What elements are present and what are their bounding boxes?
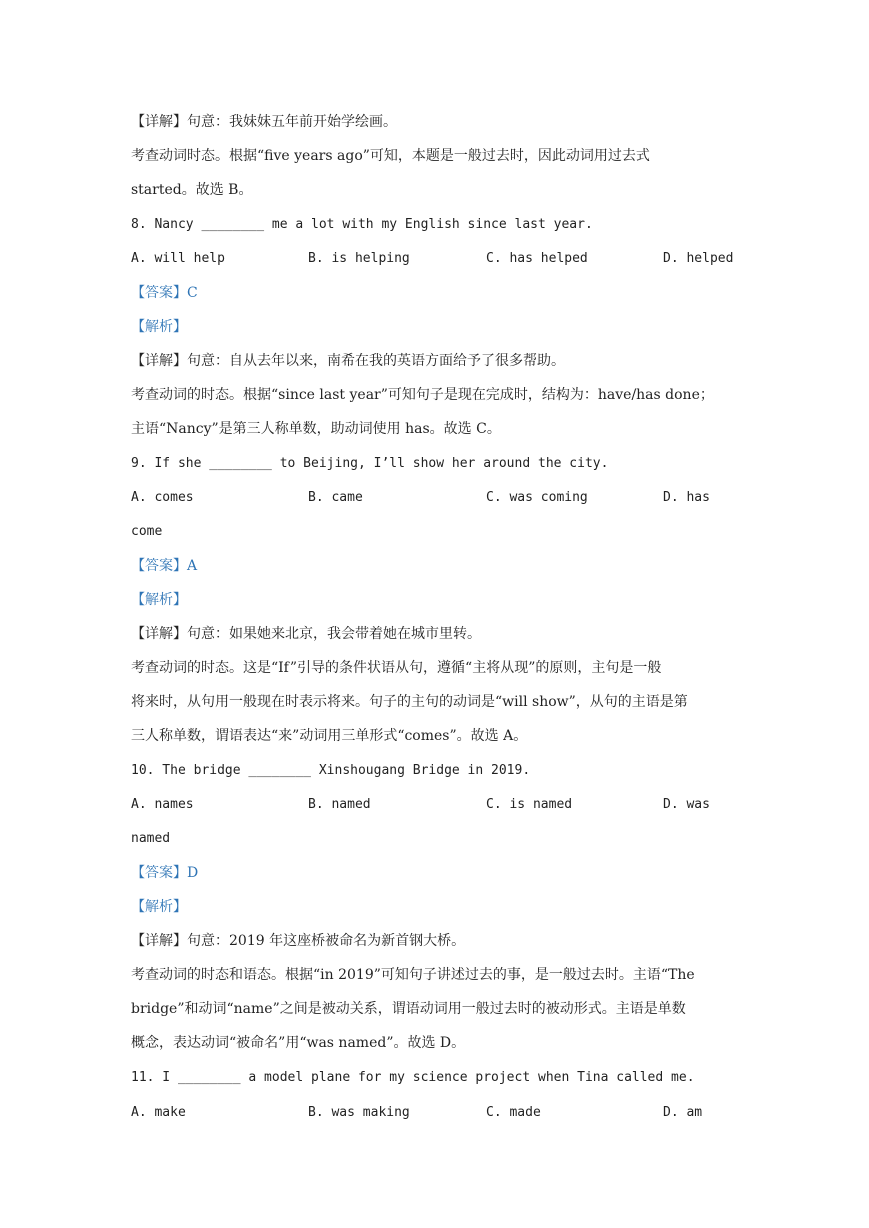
q8-option-c: C. has helped xyxy=(486,251,588,266)
q9-detail: 【详解】句意：如果她来北京，我会带着她在城市里转。 xyxy=(131,626,481,642)
q11-option-a: A. make xyxy=(131,1105,186,1120)
q10-option-a: A. names xyxy=(131,797,194,812)
q9-option-d: D. has xyxy=(663,490,710,505)
q10-analysis-label: 【解析】 xyxy=(131,899,187,915)
q9-answer: 【答案】A xyxy=(131,558,198,574)
q11-stem: 11. I ________ a model plane for my science project when Tina called me. xyxy=(131,1070,695,1085)
q8-answer: 【答案】C xyxy=(131,285,198,301)
q7-explain-line2: started。故选 B。 xyxy=(131,182,253,198)
q8-option-b: B. is helping xyxy=(308,251,410,266)
q9-explain-line3: 三人称单数，谓语表达“来”动词用三单形式“comes”。故选 A。 xyxy=(131,728,528,744)
q9-option-c: C. was coming xyxy=(486,490,588,505)
q9-stem: 9. If she ________ to Beijing, I’ll show her around the city. xyxy=(131,456,609,471)
q9-explain-line1: 考查动词的时态。这是“If”引导的条件状语从句，遵循“主将从现”的原则，主句是一般 xyxy=(131,660,662,676)
q10-detail: 【详解】句意：2019 年这座桥被命名为新首钢大桥。 xyxy=(131,933,466,949)
q7-explain-line1: 考查动词时态。根据“five years ago”可知，本题是一般过去时，因此动词用过去式 xyxy=(131,148,650,164)
q9-explain-line2: 将来时，从句用一般现在时表示将来。句子的主句的动词是“will show”，从句的主语是第 xyxy=(131,694,688,710)
q10-stem: 10. The bridge ________ Xinshougang Bridge in 2019. xyxy=(131,763,531,778)
q10-option-b: B. named xyxy=(308,797,371,812)
q9-analysis-label: 【解析】 xyxy=(131,592,187,608)
q10-option-d-wrap: named xyxy=(131,831,171,846)
q7-detail: 【详解】句意：我妹妹五年前开始学绘画。 xyxy=(131,114,397,130)
q9-option-b: B. came xyxy=(308,490,363,505)
q10-answer: 【答案】D xyxy=(131,865,199,881)
q10-explain-line1: 考查动词的时态和语态。根据“in 2019”可知句子讲述过去的事，是一般过去时。主语“The xyxy=(131,967,695,983)
q9-option-a: A. comes xyxy=(131,490,194,505)
q11-option-c: C. made xyxy=(486,1105,541,1120)
q8-explain-line2: 主语“Nancy”是第三人称单数，助动词使用 has。故选 C。 xyxy=(131,421,501,437)
q11-option-d: D. am xyxy=(663,1105,703,1120)
q8-option-d: D. helped xyxy=(663,251,734,266)
q10-option-c: C. is named xyxy=(486,797,573,812)
q8-explain-line1: 考查动词的时态。根据“since last year”可知句子是现在完成时，结构为：have/has done； xyxy=(131,387,714,403)
q10-option-d: D. was xyxy=(663,797,710,812)
q8-analysis-label: 【解析】 xyxy=(131,319,187,335)
q9-option-d-wrap: come xyxy=(131,524,163,539)
q8-detail: 【详解】句意：自从去年以来，南希在我的英语方面给予了很多帮助。 xyxy=(131,353,565,369)
q11-option-b: B. was making xyxy=(308,1105,410,1120)
q8-option-a: A. will help xyxy=(131,251,225,266)
q8-stem: 8. Nancy ________ me a lot with my English since last year. xyxy=(131,217,593,232)
q10-explain-line3: 概念，表达动词“被命名”用“was named”。故选 D。 xyxy=(131,1035,466,1051)
q10-explain-line2: bridge”和动词“name”之间是被动关系，谓语动词用一般过去时的被动形式。主语是单数 xyxy=(131,1001,686,1017)
